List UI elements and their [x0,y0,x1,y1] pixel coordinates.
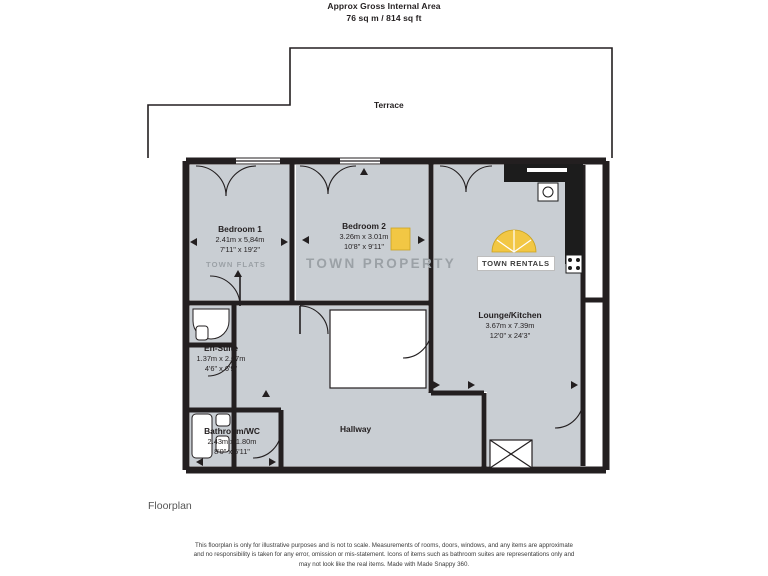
disclaimer [0,541,768,569]
room-name: Lounge/Kitchen [478,310,542,320]
room-name: Bedroom 2 [342,221,386,231]
room-metric: 2.43m x 1.80m [207,436,257,446]
room-metric: 3.67m x 7.39m [485,320,535,330]
room-imperial: 4'6" x 6'9" [204,364,238,373]
room-metric: 1.37m x 2.07m [196,353,246,363]
room-label-lounge-kitchen [436,310,584,342]
room-name: Bedroom 1 [218,224,262,234]
utility-box [490,440,532,468]
disclaimer-line-1: This floorplan is only for illustrative purposes and is not to scale. Measurements of rooms, doors, windows, and any items are approximate [195,542,573,549]
hall-closet [330,310,426,388]
hallway-label: Hallway [340,424,372,434]
room-imperial: 8'0" x 5'11" [214,447,250,456]
watermark-town-rentals: TOWN RENTALS [477,256,555,271]
disclaimer-line-2: and no responsibility is taken for any error, omission or mis-statement. Icons of items such as bathroom suites are representations only and [193,551,575,559]
watermark-town-flats: TOWN FLATS [206,260,267,269]
room-imperial: 12'0" x 24'3" [489,331,531,340]
room-label-bedroom-1 [190,224,290,256]
room-label-bedroom-2 [300,221,428,253]
room-name: Bathroom/WC [204,426,260,436]
room-label-en-suite [168,343,274,375]
room-imperial: 7'11" x 19'2" [220,245,260,254]
header-area-title: Approx Gross Internal Area [327,1,441,11]
watermark-town-property: TOWN PROPERTY [306,256,457,271]
floorplan-caption: Floorplan [148,500,192,512]
room-metric: 2.41m x 5,84m [215,234,265,244]
header-area-value: 76 sq m / 814 sq ft [346,13,422,23]
terrace-label: Terrace [374,100,404,110]
room-imperial: 10'8" x 9'11" [344,242,384,251]
room-label-bathroom-wc [176,426,288,458]
room-metric: 3.26m x 3.01m [339,231,389,241]
room-name: En-Suite [204,343,238,353]
disclaimer-line-3: may not look like the real items. Made with Made Snappy 360. [298,560,470,568]
